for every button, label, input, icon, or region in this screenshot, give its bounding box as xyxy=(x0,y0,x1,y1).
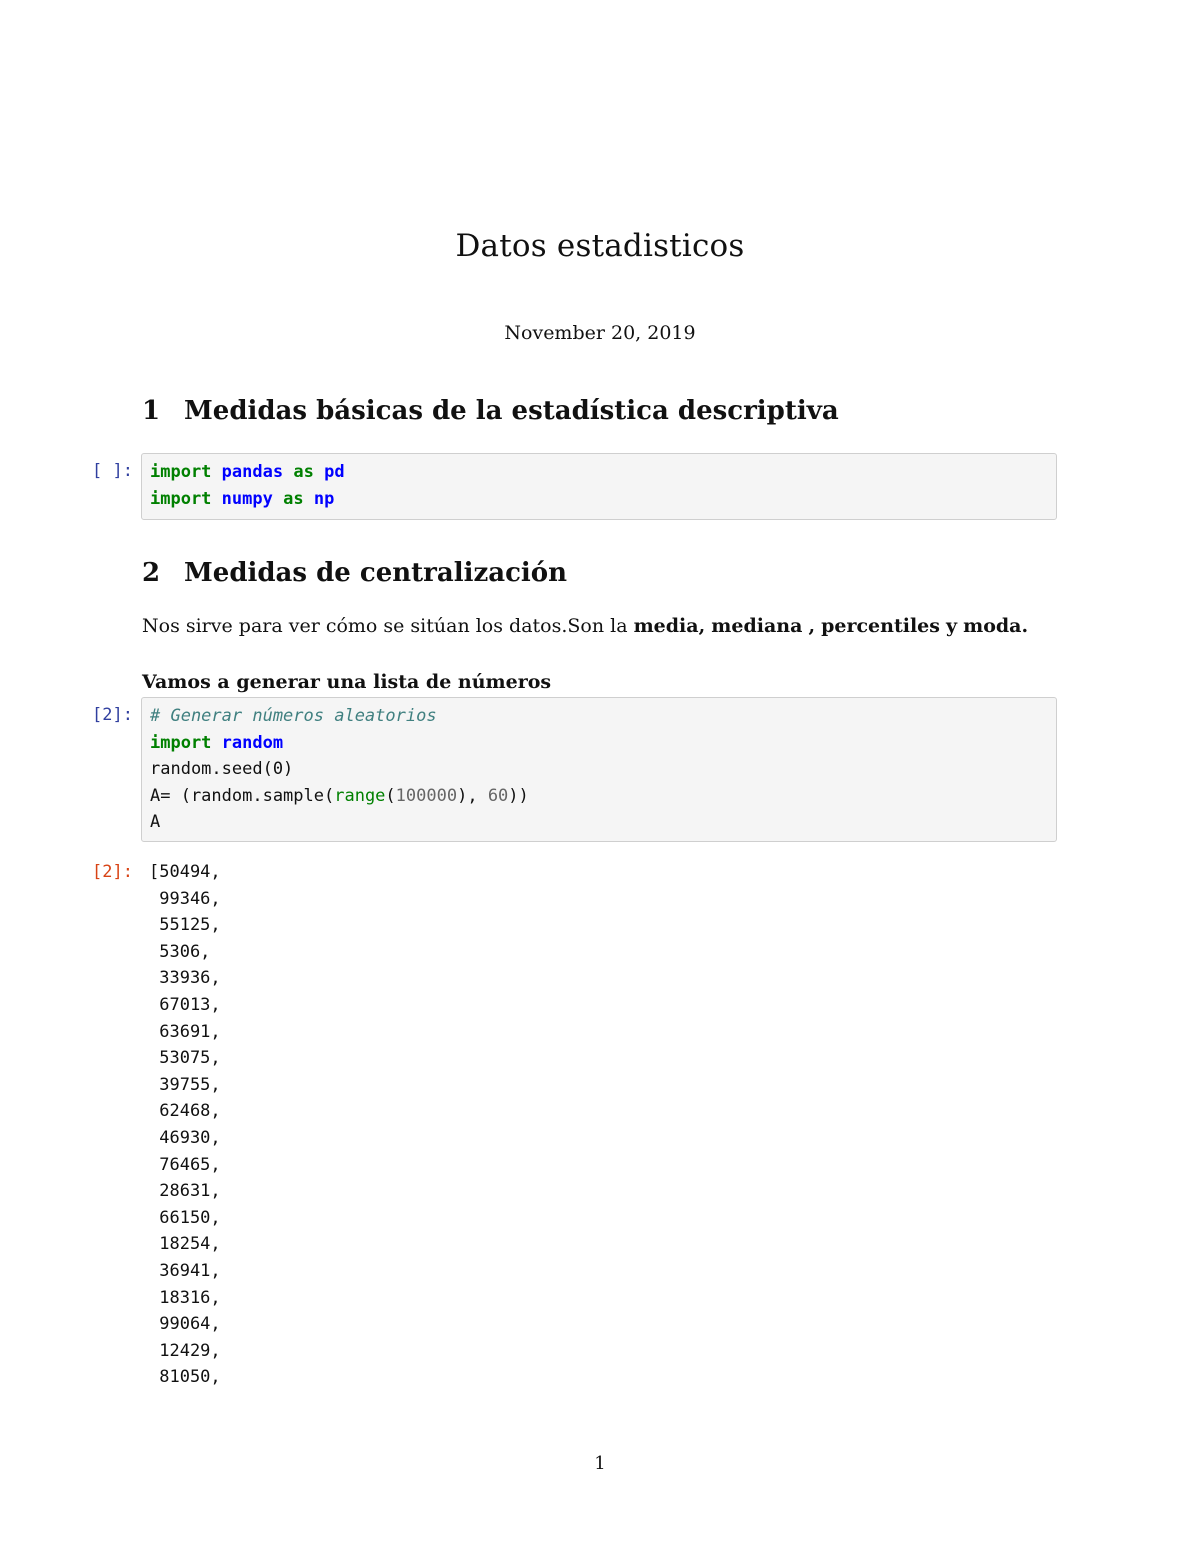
output-line: 53075, xyxy=(149,1048,221,1069)
code-line: A xyxy=(150,812,161,832)
output-line: 33936, xyxy=(149,968,221,989)
document-title: Datos estadisticos xyxy=(455,228,745,264)
paragraph-centralizacion: Nos sirve para ver cómo se sitúan los datos.Son la media, mediana , percentiles y moda. xyxy=(142,615,1029,637)
input-prompt: [ ]: xyxy=(92,461,133,481)
output-line: 55125, xyxy=(149,915,221,936)
output-line: 12429, xyxy=(149,1340,221,1361)
output-line: 18254, xyxy=(149,1234,221,1255)
output-line: 39755, xyxy=(149,1074,221,1095)
output-prompt: [2]: xyxy=(92,862,133,882)
output-line: 5306, xyxy=(149,941,211,962)
output-line: [50494, xyxy=(149,862,221,882)
section-heading-2 xyxy=(142,558,567,588)
output-line: 28631, xyxy=(149,1181,221,1202)
output-line: 36941, xyxy=(149,1260,221,1281)
output-line: 63691, xyxy=(149,1021,221,1042)
code-line: import numpy as np xyxy=(150,488,335,509)
output-line: 67013, xyxy=(149,994,221,1015)
output-line: 18316, xyxy=(149,1287,221,1308)
code-line: A= (random.sample(range(100000), 60)) xyxy=(150,785,529,806)
code-cell-random[interactable] xyxy=(141,697,1057,842)
output-line: 62468, xyxy=(149,1101,221,1122)
section-heading-1 xyxy=(142,396,839,426)
document-date: November 20, 2019 xyxy=(504,322,696,344)
output-line: 81050, xyxy=(149,1367,221,1388)
section-number: 2 xyxy=(142,558,161,588)
input-prompt: [2]: xyxy=(92,705,133,725)
code-line: import random xyxy=(150,732,284,753)
output-line: 99064, xyxy=(149,1314,221,1335)
page-number: 1 xyxy=(594,1453,606,1474)
subheading: Vamos a generar una lista de números xyxy=(142,671,552,693)
code-line: # Generar números aleatorios xyxy=(150,706,437,726)
output-line: 99346, xyxy=(149,888,221,909)
output-list xyxy=(149,859,221,1391)
code-line: import pandas as pd xyxy=(150,462,345,482)
output-line: 76465, xyxy=(149,1154,221,1175)
section-title: Medidas básicas de la estadística descriptiva xyxy=(184,396,839,426)
output-line: 46930, xyxy=(149,1127,221,1148)
section-number: 1 xyxy=(142,396,161,426)
output-line: 66150, xyxy=(149,1207,221,1228)
code-cell-imports[interactable] xyxy=(141,453,1057,520)
section-title: Medidas de centralización xyxy=(184,558,568,588)
code-line: random.seed(0) xyxy=(150,759,294,779)
